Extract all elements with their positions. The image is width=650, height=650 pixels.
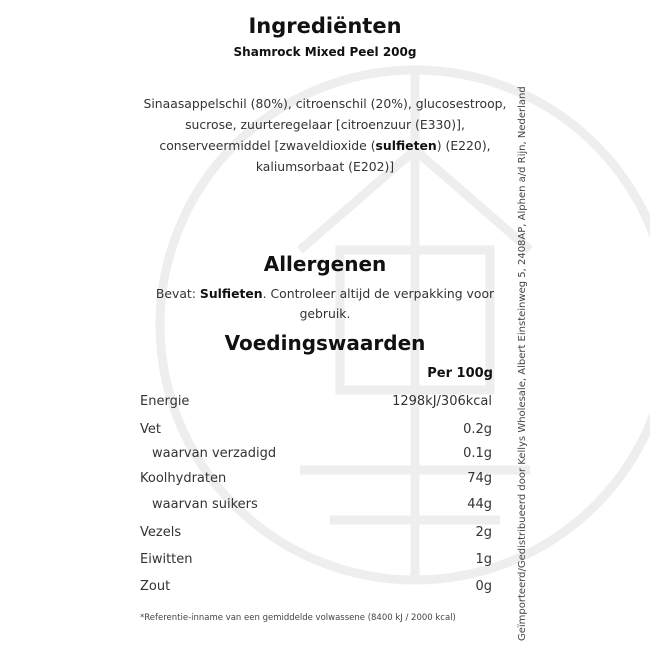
product-name: Shamrock Mixed Peel 200g (233, 45, 417, 59)
nutrition-row-verzadigd (140, 446, 492, 466)
nutrition-value: 1298kJ/306kcal (392, 394, 492, 409)
nutrition-value: 44g (467, 497, 492, 512)
nutrition-value: 0.2g (463, 422, 492, 437)
allergens-suffix: . Controleer altijd de verpakking voor gebruik. (262, 286, 495, 321)
allergens-prefix: Bevat: (155, 286, 200, 301)
ingredients-heading: Ingrediënten (248, 14, 402, 38)
nutrition-row-vet (140, 422, 492, 442)
nutrition-row-zout (140, 579, 492, 599)
nutrition-label: Vezels (140, 525, 182, 540)
ingredients-text-2: ) (E220), kaliumsorbaat (E202)] (255, 138, 491, 174)
nutrition-label: Energie (140, 394, 190, 409)
nutrition-row-koolhydraten (140, 471, 492, 491)
reference-footnote: *Referentie-inname van een gemiddelde volwassene (8400 kJ / 2000 kcal) (140, 613, 456, 623)
nutrition-row-eiwitten (140, 552, 492, 572)
nutrition-heading: Voedingswaarden (224, 331, 426, 355)
allergens-highlight: Sulfieten (199, 286, 263, 301)
nutrition-label: waarvan suikers (152, 497, 258, 512)
importer-note: Geïmporteerd/Gedistribueerd door Kellys Wholesale, Albert Einsteinweg 5, 2408AP, Alphen a/d Rijn, Nederland (517, 86, 528, 641)
nutrition-label: waarvan verzadigd (152, 446, 277, 461)
nutrition-value: 1g (475, 552, 492, 567)
nutrition-value: 0g (475, 579, 492, 594)
nutrition-value: 74g (467, 471, 492, 486)
nutrition-label: Koolhydraten (140, 471, 227, 486)
nutrition-value: 0.1g (463, 446, 492, 461)
nutrition-label: Eiwitten (140, 552, 193, 567)
nutrition-row-suikers (140, 497, 492, 517)
nutrition-row-energie (140, 394, 492, 414)
per-100g-header: Per 100g (427, 366, 493, 381)
allergens-text (140, 284, 510, 324)
ingredients-text-1: Sinaasappelschil (80%), citroenschil (20%), glucosestroop, sucrose, zuurteregelaar [citroenzuur (E330)], conserveermiddel [zwaveldioxide ( (143, 96, 507, 153)
nutrition-label: Vet (140, 422, 161, 437)
nutrition-value: 2g (475, 525, 492, 540)
nutrition-row-vezels (140, 525, 492, 545)
ingredients-allergen-highlight: sulfieten (375, 138, 437, 153)
allergens-heading: Allergenen (263, 252, 387, 276)
nutrition-label: Zout (140, 579, 171, 594)
ingredients-list (140, 93, 510, 177)
